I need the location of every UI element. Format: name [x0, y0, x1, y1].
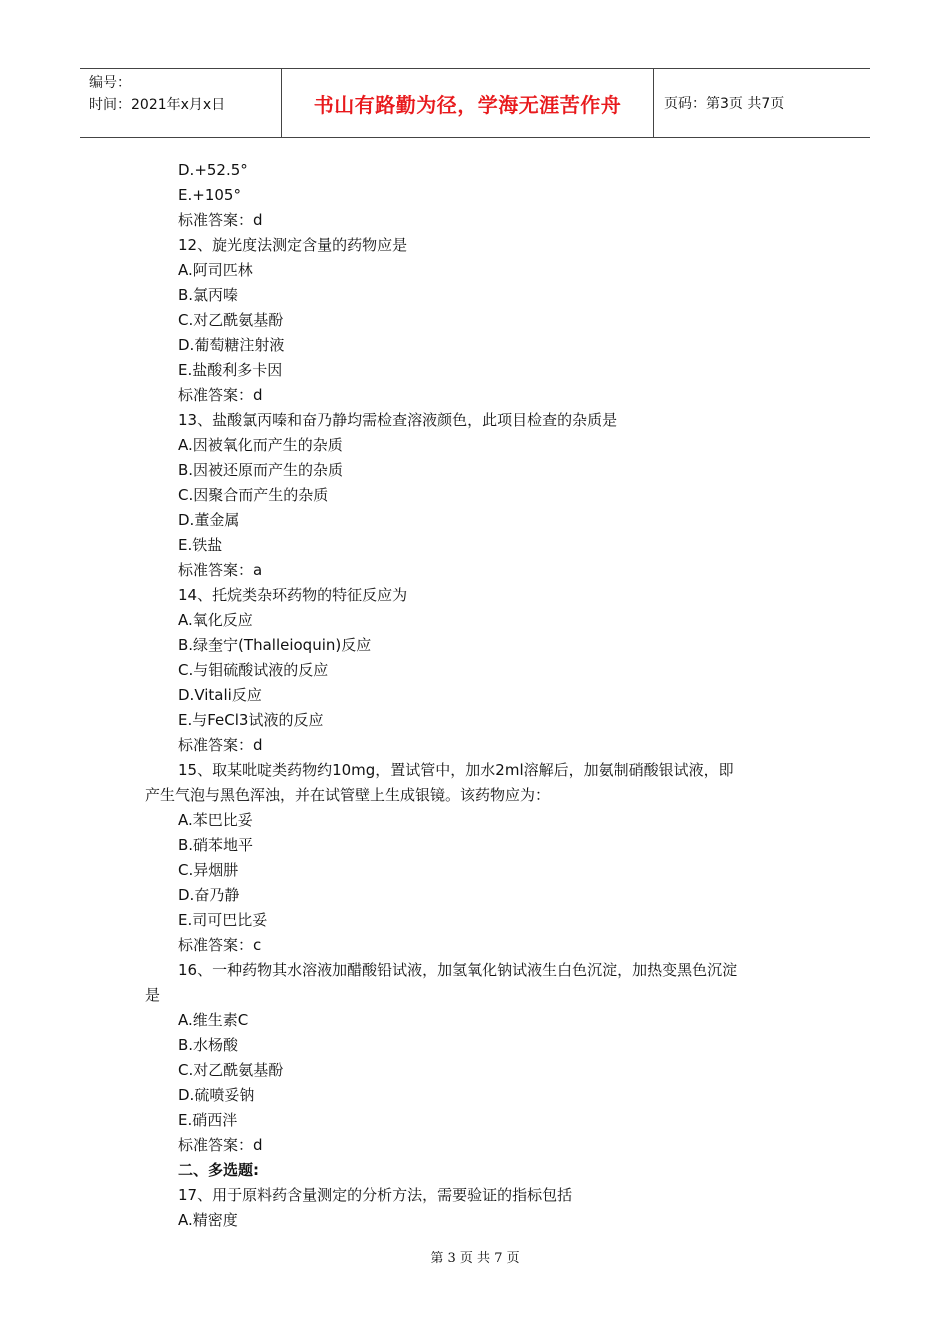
text-line: 15、取某吡啶类药物约10mg，置试管中，加水2ml溶解后，加氨制硝酸银试液，即 [178, 761, 734, 779]
text-line: D.奋乃静 [178, 886, 240, 904]
page-header [80, 68, 870, 138]
text-line: 标准答案：d [178, 386, 263, 404]
text-line: D.Vitali反应 [178, 686, 262, 704]
text-line: E.+105° [178, 186, 241, 204]
header-page-cell [654, 69, 870, 137]
document-body [145, 158, 810, 1233]
text-line: E.铁盐 [178, 536, 223, 554]
text-line: 二、多选题: [178, 1161, 259, 1179]
text-line: 标准答案：a [178, 561, 263, 579]
text-line: A.氧化反应 [178, 611, 253, 629]
text-line: 13、盐酸氯丙嗪和奋乃静均需检查溶液颜色，此项目检查的杂质是 [178, 411, 618, 429]
header-meta [80, 69, 281, 137]
text-line: B.氯丙嗪 [178, 286, 239, 304]
text-line: 16、一种药物其水溶液加醋酸铅试液，加氢氧化钠试液生白色沉淀，加热变黑色沉淀 [178, 961, 738, 979]
text-line: E.与FeCl3试液的反应 [178, 711, 324, 729]
text-line: D.硫喷妥钠 [178, 1086, 255, 1104]
document-time-label: 时间：2021年x月x日 [89, 97, 226, 113]
text-line: 12、旋光度法测定含量的药物应是 [178, 236, 408, 254]
text-line: 14、托烷类杂环药物的特征反应为 [178, 586, 408, 604]
text-line: B.绿奎宁(Thalleioquin)反应 [178, 636, 372, 654]
text-line: 标准答案：d [178, 211, 263, 229]
text-line: D.董金属 [178, 511, 240, 529]
text-line: B.因被还原而产生的杂质 [178, 461, 344, 479]
text-line: C.与钼硫酸试液的反应 [178, 661, 329, 679]
text-line: B.水杨酸 [178, 1036, 239, 1054]
text-line: C.因聚合而产生的杂质 [178, 486, 329, 504]
text-line: 标准答案：c [178, 936, 262, 954]
text-line: 标准答案：d [178, 1136, 263, 1154]
text-line: D.+52.5° [178, 161, 248, 179]
text-line: A.维生素C [178, 1011, 249, 1029]
text-line: E.司可巴比妥 [178, 911, 268, 929]
text-line: A.因被氧化而产生的杂质 [178, 436, 343, 454]
header-motto: 书山有路勤为径，学海无涯苦作舟 [313, 92, 622, 117]
text-line: C.对乙酰氨基酚 [178, 311, 284, 329]
text-line: 17、用于原料药含量测定的分析方法，需要验证的指标包括 [178, 1186, 573, 1204]
page-footer: 第 3 页 共 7 页 [430, 1251, 520, 1266]
document-number-label: 编号： [89, 75, 131, 91]
text-line: C.对乙酰氨基酚 [178, 1061, 284, 1079]
text-line: 是 [145, 986, 161, 1004]
text-line: B.硝苯地平 [178, 836, 254, 854]
text-line: A.阿司匹林 [178, 261, 253, 279]
text-line: 标准答案：d [178, 736, 263, 754]
text-line: E.硝西泮 [178, 1111, 238, 1129]
text-line: C.异烟肼 [178, 861, 239, 879]
header-page-number: 页码：第3页 共7页 [664, 96, 785, 112]
text-line: E.盐酸利多卡因 [178, 361, 283, 379]
text-line: A.苯巴比妥 [178, 811, 253, 829]
header-motto-cell [281, 69, 654, 137]
text-line: 产生气泡与黑色浑浊，并在试管壁上生成银镜。该药物应为： [145, 786, 551, 804]
text-line: D.葡萄糖注射液 [178, 336, 285, 354]
text-line: A.精密度 [178, 1211, 238, 1229]
